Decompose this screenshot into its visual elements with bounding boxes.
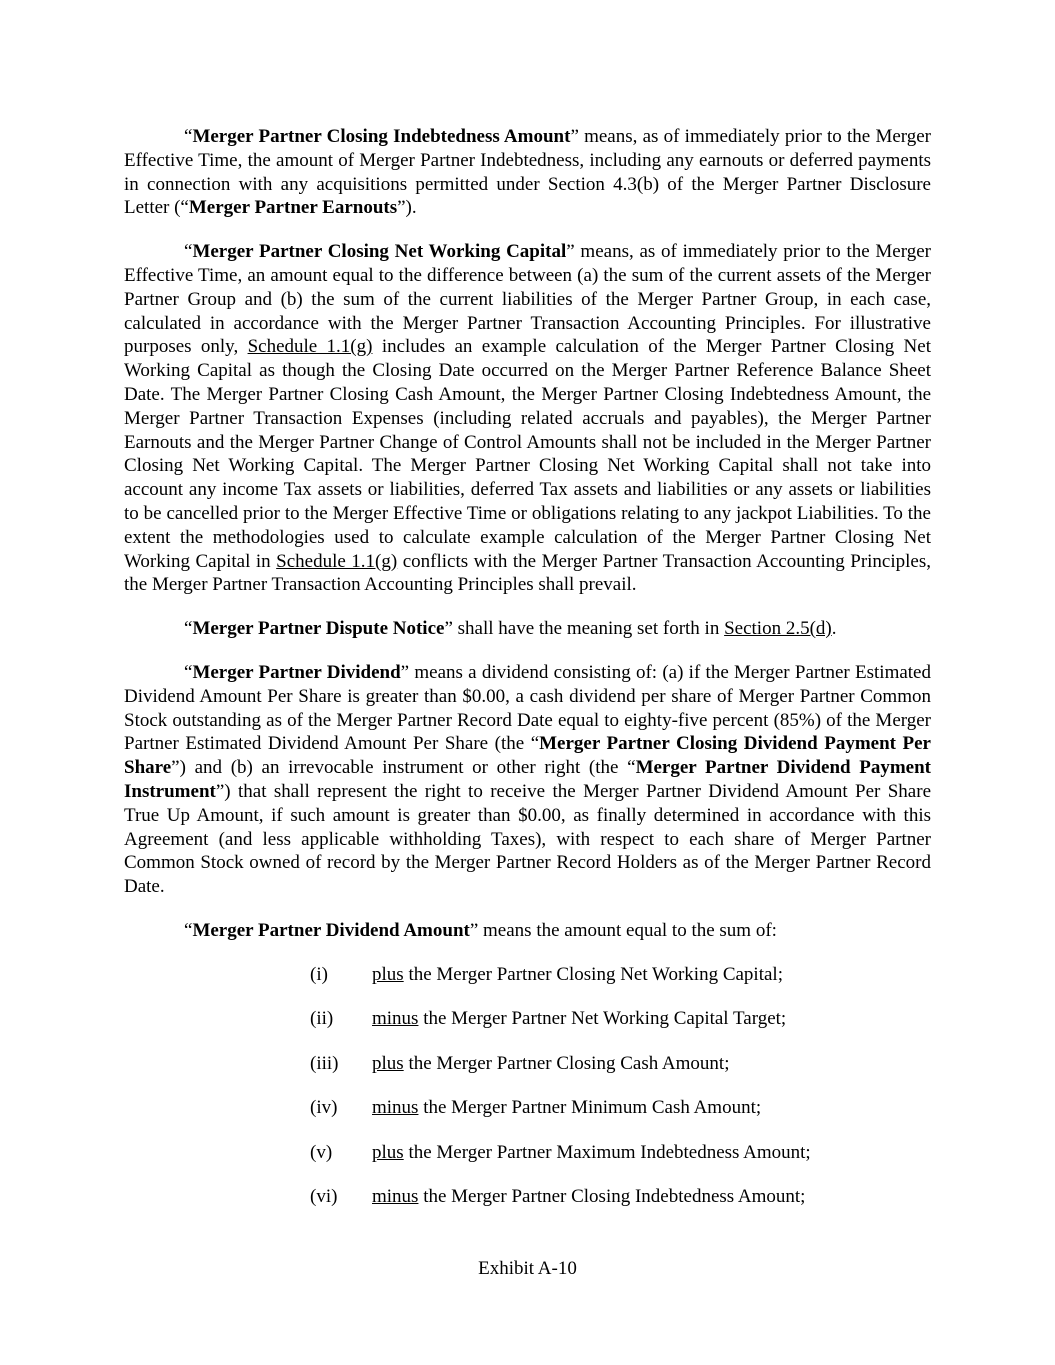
definition-closing-indebtedness xyxy=(124,125,931,220)
definition-text: “ xyxy=(184,241,193,263)
definitions xyxy=(124,125,931,943)
definition-text: ”) that shall represent the right to receive the Merger Partner Dividend Amount Per Share True Up Amount, if such amount is greater than $0.00, as finally determined in accordance with this Agreement (and less applicable withholding Taxes), with respect to each share of Merger Partner Common Stock owned of record by the Merger Partner Record Holders as of the Merger Partner Record Date. xyxy=(124,780,931,898)
list-item-operator: minus xyxy=(372,1097,419,1119)
list-item-operator: minus xyxy=(372,1186,419,1208)
list-item-number: (i) xyxy=(310,963,328,985)
list-item-operator: minus xyxy=(372,1008,419,1030)
cross-reference: Section 2.5(d) xyxy=(724,618,832,640)
list-item-body xyxy=(372,1052,729,1076)
definition-text: ” means, as of immediately prior to the Merger Effective Time, the amount of Merger Partner Indebtedness, including any earnouts or deferred payments in connection with any acquisitions permitted under Section 4.3(b) of the Merger Partner Disclosure Letter (“ xyxy=(124,126,932,219)
list-item xyxy=(310,963,931,987)
definition-text: “ xyxy=(184,618,193,640)
definition-dispute-notice xyxy=(124,617,931,641)
defined-term: Merger Partner Dividend xyxy=(192,661,401,683)
list-item-operator: plus xyxy=(372,1141,404,1163)
defined-term: Merger Partner Earnouts xyxy=(188,197,398,219)
list-item-number: (iii) xyxy=(310,1052,339,1074)
list-item-number: (ii) xyxy=(310,1008,334,1030)
list-item xyxy=(310,1052,931,1076)
list-item-operator: plus xyxy=(372,963,404,985)
definition-closing-nwc xyxy=(124,240,931,597)
list-item xyxy=(310,1096,931,1120)
cross-reference: Schedule 1.1(g) xyxy=(276,550,398,572)
list-item-number: (iv) xyxy=(310,1097,338,1119)
page-footer: Exhibit A-10 xyxy=(478,1258,577,1279)
definition-dividend xyxy=(124,661,931,899)
definition-dividend-amount xyxy=(124,919,931,943)
definition-text: “ xyxy=(184,661,193,683)
defined-term: Merger Partner Closing Net Working Capital xyxy=(192,241,567,263)
definition-text: includes an example calculation of the Merger Partner Closing Net Working Capital as though the Closing Date occurred on the Merger Partner Reference Balance Sheet Date. The Merger Partner Closing Cash Amount, the Merger Partner Closing Indebtedness Amount, the Merger Partner Transaction Expenses (including related accruals and payables), the Merger Partner Earnouts and the Merger Partner Change of Control Amounts shall not be included in the Merger Partner Closing Net Working Capital. The Merger Partner Closing Net Working Capital shall not take into account any income Tax assets or liabilities, deferred Tax assets and liabilities or any assets or liabilities to be cancelled prior to the Merger Effective Time or obligations relating to any jackpot Liabilities. To the extent the methodologies used to calculate example calculation of the Merger Partner Closing Net Working Capital in xyxy=(124,336,931,572)
list-item-text: the Merger Partner Maximum Indebtedness Amount; xyxy=(403,1141,811,1163)
definition-text: ”). xyxy=(397,197,417,219)
definition-text: . xyxy=(831,618,837,640)
list-item-body xyxy=(372,1007,786,1031)
definition-text: ”) and (b) an irrevocable instrument or other right (the “ xyxy=(171,757,636,779)
list-item-number: (v) xyxy=(310,1141,333,1163)
definition-text: “ xyxy=(184,919,193,941)
defined-term: Merger Partner Dispute Notice xyxy=(192,618,445,640)
list-item-number: (vi) xyxy=(310,1186,338,1208)
defined-term: Merger Partner Dividend Payment Instrument xyxy=(124,757,932,802)
list-item-operator: plus xyxy=(372,1052,404,1074)
definition-text: ” means a dividend consisting of: (a) if the Merger Partner Estimated Dividend Amount Per Share is greater than $0.00, a cash dividend per share of Merger Partner Common Stock outstanding as of the Merger Partner Record Date equal to eighty-five percent (85%) of the Merger Partner Estimated Dividend Amount Per Share (the “ xyxy=(124,661,931,755)
defined-term: Merger Partner Dividend Amount xyxy=(192,919,470,941)
list-item xyxy=(310,1185,931,1209)
document-body xyxy=(124,125,931,1230)
defined-term: Merger Partner Closing Dividend Payment Per Share xyxy=(124,733,931,779)
list-item-text: the Merger Partner Closing Net Working Capital; xyxy=(403,963,783,985)
definition-text: ” means, as of immediately prior to the Merger Effective Time, an amount equal to the difference between (a) the sum of the current assets of the Merger Partner Group and (b) the sum of the current liabilities of the Merger Partner Group, in each case, calculated in accordance with the Merger Partner Transaction Accounting Principles. For illustrative purposes only, xyxy=(124,241,931,358)
cross-reference: Schedule 1.1(g) xyxy=(247,336,373,358)
definition-text: “ xyxy=(184,126,193,147)
definition-text: ” means the amount equal to the sum of: xyxy=(469,919,777,941)
list-item xyxy=(310,1007,931,1031)
list-item-text: the Merger Partner Net Working Capital Target; xyxy=(418,1008,787,1030)
definition-text: conflicts with the Merger Partner Transaction Accounting Principles, the Merger Partner Transaction Accounting Principles shall prevail. xyxy=(124,550,931,596)
list-item-body xyxy=(372,1185,805,1209)
list-item-body xyxy=(372,1096,761,1120)
list-item-body xyxy=(372,963,783,987)
list-item xyxy=(310,1141,931,1165)
defined-term: Merger Partner Closing Indebtedness Amount xyxy=(192,126,571,147)
list-item-text: the Merger Partner Closing Indebtedness Amount; xyxy=(418,1186,806,1208)
dividend-amount-components xyxy=(124,963,931,1209)
definition-text: ” shall have the meaning set forth in xyxy=(444,618,725,640)
list-item-body xyxy=(372,1141,811,1165)
list-item-text: the Merger Partner Closing Cash Amount; xyxy=(403,1052,730,1074)
list-item-text: the Merger Partner Minimum Cash Amount; xyxy=(418,1097,762,1119)
